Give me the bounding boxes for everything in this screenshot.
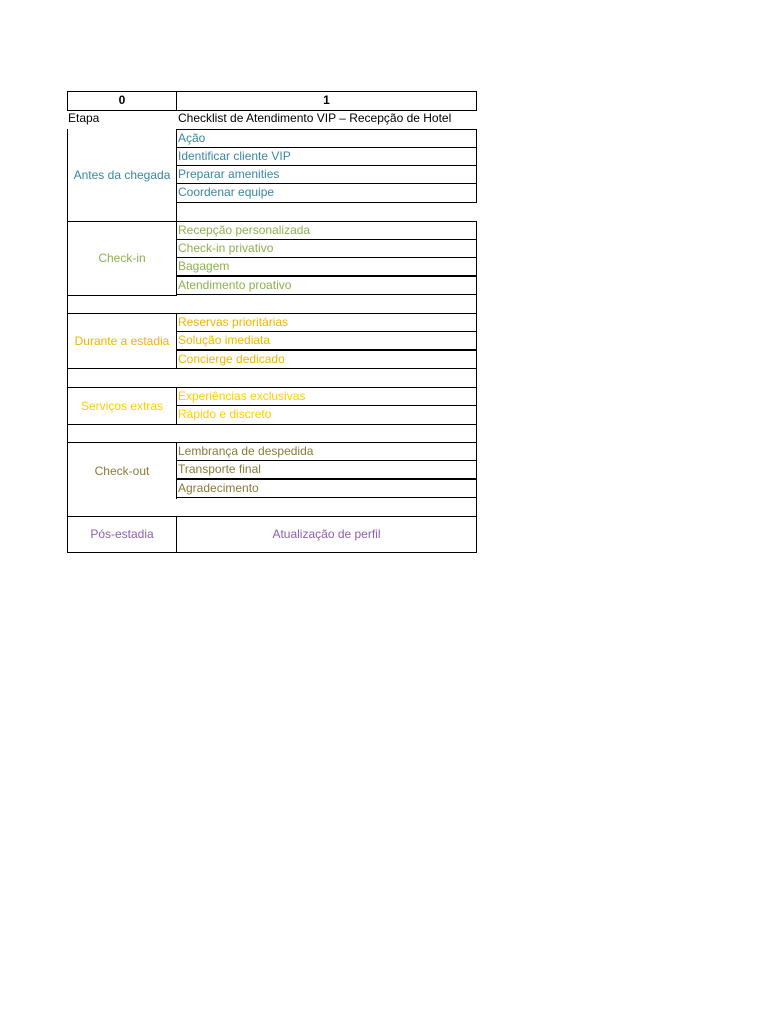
stage-pos-estadia[interactable] [67,516,177,553]
item-atendimento-proativo[interactable]: Atendimento proativo [176,276,477,295]
stage-label: Check-out [94,463,150,478]
spacer-row [67,368,477,387]
item-preparar-amenities[interactable]: Preparar amenities [176,165,477,184]
spacer-row [67,424,477,443]
etapa-label[interactable]: Etapa [68,111,100,125]
item-label: Atualização de perfil [272,527,381,541]
checklist-title[interactable]: Checklist de Atendimento VIP – Recepção de Hotel [178,111,452,125]
stage-label: Durante a estadia [74,333,170,348]
item-reservas-prioritarias[interactable]: Reservas prioritárias [176,313,477,332]
item-concierge-dedicado[interactable]: Concierge dedicado [176,350,477,369]
item-transporte-final[interactable]: Transporte final [176,460,477,479]
item-coordenar-equipe[interactable]: Coordenar equipe [176,183,477,203]
stage-check-out[interactable] [67,442,177,499]
column-header-0[interactable]: 0 [67,91,177,111]
item-experiencias-exclusivas[interactable]: Experiências exclusivas [176,387,477,406]
item-solucao-imediata[interactable]: Solução imediata [176,331,477,350]
item-recepcao-personalizada[interactable]: Recepção personalizada [176,221,477,240]
item-rapido-e-discreto[interactable]: Rápido e discreto [176,405,477,425]
stage-label: Serviços extras [80,398,164,413]
column-header-1[interactable]: 1 [176,91,477,111]
item-lembranca-de-despedida[interactable]: Lembrança de despedida [176,442,477,461]
stage-servicos-extras[interactable] [67,387,177,425]
stage-label: Antes da chegada [73,168,171,182]
stage-label: Check-in [98,251,146,265]
item-bagagem[interactable]: Bagagem [176,257,477,276]
spacer-row [67,497,477,516]
item-check-in-privativo[interactable]: Check-in privativo [176,239,477,258]
spacer-row [67,295,477,314]
stage-durante-a-estadia[interactable] [67,313,177,369]
item-agradecimento[interactable]: Agradecimento [176,479,477,498]
stage-check-in[interactable] [67,221,177,296]
spreadsheet-table [67,91,477,553]
item-identificar-cliente-vip[interactable]: Identificar cliente VIP [176,147,477,166]
item-atualizacao-de-perfil[interactable] [176,516,477,553]
item-acao[interactable]: Ação [176,129,477,148]
stage-label: Pós-estadia [90,527,154,541]
stage-antes-da-chegada[interactable] [67,129,177,222]
